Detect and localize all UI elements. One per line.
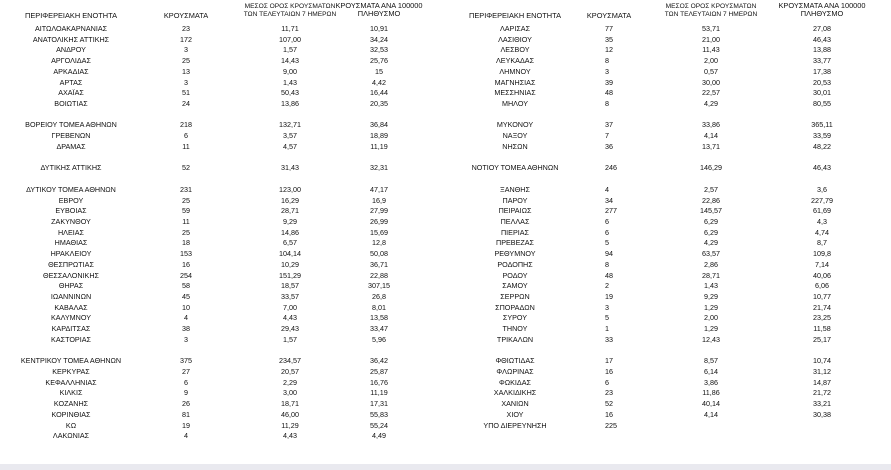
cell-per100k: 3,6 (817, 184, 827, 194)
cell-avg7: 0,57 (704, 66, 718, 76)
cell-cases: 45 (182, 292, 190, 301)
cell-cases: 16 (605, 409, 613, 419)
cell-per100k: 46,43 (813, 163, 831, 173)
cell-per100k: 16,9 (372, 195, 386, 205)
cell-per100k: 25,76 (370, 56, 388, 66)
cell-region: ΑΡΚΑΔΙΑΣ (53, 66, 89, 76)
cell-cases: 58 (182, 281, 190, 291)
cell-cases: 52 (182, 163, 190, 173)
cell-region: ΔΥΤΙΚΟΥ ΤΟΜΕΑ ΑΘΗΝΩΝ (26, 184, 116, 194)
cell-avg7: 11,86 (702, 388, 720, 398)
cell-per100k: 4,74 (815, 227, 829, 237)
cell-avg7: 2,00 (704, 313, 718, 323)
cell-avg7: 20,57 (281, 367, 299, 377)
cell-per100k: 5,96 (372, 334, 386, 344)
cell-avg7: 1,57 (283, 334, 297, 344)
cell-avg7: 1,29 (704, 324, 718, 334)
cell-avg7: 3,57 (283, 131, 297, 141)
cell-per100k: 12,8 (372, 238, 386, 248)
cell-avg7: 13,86 (281, 99, 299, 109)
cell-region: ΑΝΔΡΟΥ (56, 45, 86, 55)
cell-avg7: 10,29 (281, 259, 299, 269)
cell-cases: 11 (182, 216, 190, 226)
cell-per100k: 7,14 (815, 259, 829, 269)
cell-cases: 19 (605, 292, 613, 301)
cell-avg7: 18,57 (281, 281, 299, 291)
cell-per100k: 55,83 (370, 409, 388, 419)
cell-cases: 5 (605, 313, 609, 323)
cell-cases: 2 (605, 281, 609, 291)
left-header-region: ΠΕΡΙΦΕΡΕΙΑΚΗ ΕΝΟΤΗΤΑ (25, 11, 117, 20)
cell-cases: 3 (605, 302, 609, 312)
cell-avg7: 234,57 (279, 356, 301, 366)
cell-region: ΔΡΑΜΑΣ (56, 141, 86, 151)
cell-cases: 375 (180, 356, 192, 366)
cell-region: ΕΒΡΟΥ (58, 195, 84, 205)
cell-avg7: 16,29 (281, 195, 299, 205)
cell-cases: 17 (605, 356, 613, 366)
cell-region: ΕΥΒΟΙΑΣ (55, 206, 87, 216)
cell-avg7: 2,00 (704, 56, 718, 66)
cell-per100k: 40,06 (813, 270, 831, 280)
cell-cases: 6 (184, 131, 188, 141)
cell-per100k: 25,87 (370, 367, 388, 377)
cell-cases: 1 (605, 324, 609, 334)
cell-region: ΚΕΡΚΥΡΑΣ (52, 367, 90, 377)
cell-avg7: 13,71 (702, 141, 720, 151)
cell-region: ΖΑΚΥΝΘΟΥ (51, 216, 91, 226)
cell-region: ΡΟΔΟΠΗΣ (497, 259, 533, 269)
cell-avg7: 11,29 (281, 420, 299, 430)
cell-region: ΜΗΛΟΥ (502, 99, 528, 109)
cell-region: ΧΙΟΥ (506, 409, 524, 419)
cell-per100k: 27,99 (370, 206, 388, 216)
cell-region: ΠΡΕΒΕΖΑΣ (496, 238, 534, 248)
cell-per100k: 4,49 (372, 431, 386, 441)
cell-cases: 81 (182, 409, 190, 419)
cell-avg7: 104,14 (279, 249, 301, 259)
cell-cases: 39 (605, 77, 613, 87)
cell-region: ΚΑΛΥΜΝΟΥ (51, 313, 91, 323)
cell-region: ΜΕΣΣΗΝΙΑΣ (494, 88, 536, 98)
cell-cases: 277 (605, 206, 617, 216)
cell-cases: 3 (184, 77, 188, 87)
cell-cases: 4 (184, 431, 188, 441)
cell-region: ΙΩΑΝΝΙΝΩΝ (50, 292, 92, 301)
cell-per100k: 61,69 (813, 206, 831, 216)
cell-avg7: 33,57 (281, 292, 299, 301)
cell-per100k: 33,21 (813, 399, 831, 409)
cell-per100k: 32,31 (370, 163, 388, 173)
cell-avg7: 151,29 (279, 270, 301, 280)
left-header-per100k-line2: ΠΛΗΘΥΣΜΟ (357, 9, 401, 18)
cell-cases: 246 (605, 163, 617, 173)
cell-avg7: 1,43 (283, 77, 297, 87)
cell-region: ΧΑΛΚΙΔΙΚΗΣ (493, 388, 537, 398)
cell-per100k: 33,59 (813, 131, 831, 141)
cell-cases: 4 (184, 313, 188, 323)
cell-region: ΚΑΡΔΙΤΣΑΣ (51, 324, 91, 334)
cell-region: ΗΜΑΘΙΑΣ (54, 238, 88, 248)
cell-region: ΣΠΟΡΑΔΩΝ (495, 302, 535, 312)
cell-cases: 16 (182, 259, 190, 269)
cell-cases: 23 (605, 388, 613, 398)
cell-cases: 51 (182, 88, 190, 98)
cell-per100k: 14,87 (813, 377, 831, 387)
cell-cases: 37 (605, 120, 613, 130)
cell-cases: 4 (605, 184, 609, 194)
cell-per100k: 13,58 (370, 313, 388, 323)
cell-per100k: 26,8 (372, 292, 386, 301)
cell-cases: 3 (184, 45, 188, 55)
cell-avg7: 14,43 (281, 56, 299, 66)
cell-region: ΝΗΣΩΝ (502, 141, 528, 151)
cell-per100k: 8,01 (372, 302, 386, 312)
cell-per100k: 27,08 (813, 24, 831, 33)
cell-per100k: 10,91 (370, 24, 388, 33)
cell-per100k: 17,31 (370, 399, 388, 409)
cell-avg7: 2,57 (704, 184, 718, 194)
cell-region: ΞΑΝΘΗΣ (500, 184, 530, 194)
cell-cases: 48 (605, 88, 613, 98)
right-header-avg-line2: ΤΩΝ ΤΕΛΕΥΤΑΙΩΝ 7 ΗΜΕΡΩΝ (664, 11, 758, 18)
cell-per100k: 109,8 (813, 249, 831, 259)
cell-avg7: 123,00 (279, 184, 301, 194)
cell-avg7: 1,29 (704, 302, 718, 312)
cell-cases: 3 (605, 66, 609, 76)
cell-avg7: 1,57 (283, 45, 297, 55)
cell-avg7: 29,43 (281, 324, 299, 334)
cell-cases: 23 (182, 24, 190, 33)
cell-avg7: 63,57 (702, 249, 720, 259)
cell-per100k: 36,42 (370, 356, 388, 366)
cell-avg7: 1,43 (704, 281, 718, 291)
cell-cases: 36 (605, 141, 613, 151)
cell-region: ΧΑΝΙΩΝ (501, 399, 529, 409)
cell-region: ΚΕΦΑΛΛΗΝΙΑΣ (45, 377, 97, 387)
cell-avg7: 9,00 (283, 66, 297, 76)
cell-region: ΑΡΓΟΛΙΔΑΣ (51, 56, 91, 66)
cell-avg7: 8,57 (704, 356, 718, 366)
cell-avg7: 4,43 (283, 431, 297, 441)
cell-region: ΘΕΣΣΑΛΟΝΙΚΗΣ (43, 270, 99, 280)
cell-region: ΝΟΤΙΟΥ ΤΟΜΕΑ ΑΘΗΝΩΝ (471, 163, 559, 173)
cell-avg7: 33,86 (702, 120, 720, 130)
cell-region: ΚΩ (65, 420, 77, 430)
cell-per100k: 50,08 (370, 249, 388, 259)
cell-per100k: 48,22 (813, 141, 831, 151)
cell-avg7: 22,86 (702, 195, 720, 205)
cell-avg7: 6,14 (704, 367, 718, 377)
cell-cases: 5 (605, 238, 609, 248)
cell-cases: 35 (605, 34, 613, 44)
cell-avg7: 4,43 (283, 313, 297, 323)
cell-avg7: 40,14 (702, 399, 720, 409)
cell-avg7: 53,71 (702, 24, 720, 33)
cell-avg7: 6,29 (704, 216, 718, 226)
cell-cases: 7 (605, 131, 609, 141)
cell-per100k: 30,38 (813, 409, 831, 419)
cell-per100k: 6,06 (815, 281, 829, 291)
cell-region: ΦΛΩΡΙΝΑΣ (496, 367, 534, 377)
cell-avg7: 4,29 (704, 99, 718, 109)
cell-per100k: 46,43 (813, 34, 831, 44)
cell-region: ΑΧΑΪΑΣ (58, 88, 84, 98)
cell-cases: 6 (605, 227, 609, 237)
cell-avg7: 9,29 (283, 216, 297, 226)
cell-per100k: 307,15 (368, 281, 390, 291)
cell-cases: 33 (605, 334, 613, 344)
cell-cases: 6 (605, 216, 609, 226)
cell-region: ΑΡΤΑΣ (59, 77, 83, 87)
cell-region: ΚΙΛΚΙΣ (59, 388, 83, 398)
cell-region: ΥΠΟ ΔΙΕΡΕΥΝΗΣΗ (483, 420, 547, 430)
cell-avg7: 22,57 (702, 88, 720, 98)
cell-cases: 6 (184, 377, 188, 387)
right-header-cases: ΚΡΟΥΣΜΑΤΑ (586, 11, 632, 20)
cell-cases: 9 (184, 388, 188, 398)
cell-cases: 225 (605, 420, 617, 430)
cell-per100k: 13,88 (813, 45, 831, 55)
cell-per100k: 17,38 (813, 66, 831, 76)
cell-avg7: 31,43 (281, 163, 299, 173)
cell-avg7: 6,29 (704, 227, 718, 237)
page-bottom-strip (0, 464, 891, 470)
cell-cases: 26 (182, 399, 190, 409)
right-header-region: ΠΕΡΙΦΕΡΕΙΑΚΗ ΕΝΟΤΗΤΑ (469, 11, 561, 20)
cell-region: ΜΑΓΝΗΣΙΑΣ (494, 77, 536, 87)
cell-region: ΤΡΙΚΑΛΩΝ (496, 334, 534, 344)
cell-avg7: 30,00 (702, 77, 720, 87)
cell-per100k: 18,89 (370, 131, 388, 141)
cell-cases: 254 (180, 270, 192, 280)
cell-per100k: 11,19 (370, 141, 388, 151)
cell-region: ΛΑΣΙΘΙΟΥ (498, 34, 532, 44)
cell-per100k: 15 (375, 66, 383, 76)
cell-cases: 8 (605, 259, 609, 269)
cell-avg7: 21,00 (702, 34, 720, 44)
cell-per100k: 23,25 (813, 313, 831, 323)
cell-cases: 6 (605, 377, 609, 387)
cell-region: ΛΑΡΙΣΑΣ (499, 24, 531, 33)
cell-region: ΚΟΡΙΝΘΙΑΣ (51, 409, 91, 419)
cell-cases: 38 (182, 324, 190, 334)
cell-region: ΚΟΖΑΝΗΣ (53, 399, 89, 409)
cell-cases: 77 (605, 24, 613, 33)
cell-avg7: 4,14 (704, 409, 718, 419)
cell-per100k: 47,17 (370, 184, 388, 194)
cell-cases: 25 (182, 195, 190, 205)
cell-avg7: 9,29 (704, 292, 718, 301)
cell-per100k: 30,01 (813, 88, 831, 98)
cell-avg7: 11,43 (702, 45, 720, 55)
right-header-avg-line1: ΜΕΣΟΣ ΟΡΟΣ ΚΡΟΥΣΜΑΤΩΝ (665, 3, 757, 10)
cell-per100k: 8,7 (817, 238, 827, 248)
left-header-avg-line2: ΤΩΝ ΤΕΛΕΥΤΑΙΩΝ 7 ΗΜΕΡΩΝ (243, 11, 337, 18)
cell-per100k: 20,53 (813, 77, 831, 87)
cell-per100k: 25,17 (813, 334, 831, 344)
cell-per100k: 11,19 (370, 388, 388, 398)
cell-region: ΛΑΚΩΝΙΑΣ (52, 431, 90, 441)
cell-per100k: 21,74 (813, 302, 831, 312)
cell-region: ΔΥΤΙΚΗΣ ΑΤΤΙΚΗΣ (40, 163, 102, 173)
cell-region: ΚΕΝΤΡΙΚΟΥ ΤΟΜΕΑ ΑΘΗΝΩΝ (20, 356, 122, 366)
cell-region: ΓΡΕΒΕΝΩΝ (51, 131, 91, 141)
cell-per100k: 33,77 (813, 56, 831, 66)
cell-region: ΛΗΜΝΟΥ (499, 66, 531, 76)
cell-avg7: 107,00 (279, 34, 301, 44)
cell-per100k: 15,69 (370, 227, 388, 237)
cell-avg7: 4,57 (283, 141, 297, 151)
cell-region: ΑΙΤΩΛΟΑΚΑΡΝΑΝΙΑΣ (34, 24, 108, 33)
cell-region: ΣΥΡΟΥ (502, 313, 528, 323)
cell-region: ΑΝΑΤΟΛΙΚΗΣ ΑΤΤΙΚΗΣ (32, 34, 110, 44)
cell-cases: 25 (182, 227, 190, 237)
cell-per100k: 22,88 (370, 270, 388, 280)
cell-per100k: 32,53 (370, 45, 388, 55)
cell-cases: 13 (182, 66, 190, 76)
cell-avg7: 14,86 (281, 227, 299, 237)
cell-region: ΣΑΜΟΥ (502, 281, 528, 291)
cell-cases: 231 (180, 184, 192, 194)
cell-per100k: 20,35 (370, 99, 388, 109)
cell-cases: 27 (182, 367, 190, 377)
cell-cases: 8 (605, 99, 609, 109)
left-header-avg-line1: ΜΕΣΟΣ ΟΡΟΣ ΚΡΟΥΣΜΑΤΩΝ (244, 3, 336, 10)
cell-region: ΝΑΞΟΥ (502, 131, 528, 141)
cell-cases: 10 (182, 302, 190, 312)
cell-per100k: 21,72 (813, 388, 831, 398)
cell-per100k: 33,47 (370, 324, 388, 334)
cell-avg7: 50,43 (281, 88, 299, 98)
cell-region: ΠΙΕΡΙΑΣ (500, 227, 530, 237)
cell-avg7: 7,00 (283, 302, 297, 312)
cell-per100k: 34,24 (370, 34, 388, 44)
cell-cases: 12 (605, 45, 613, 55)
cell-region: ΗΡΑΚΛΕΙΟΥ (50, 249, 92, 259)
cell-cases: 34 (605, 195, 613, 205)
cell-region: ΦΘΙΩΤΙΔΑΣ (495, 356, 535, 366)
cell-cases: 153 (180, 249, 192, 259)
cell-cases: 19 (182, 420, 190, 430)
cell-per100k: 4,42 (372, 77, 386, 87)
cell-per100k: 10,77 (813, 292, 831, 301)
cell-region: ΜΥΚΟΝΟΥ (496, 120, 534, 130)
cell-avg7: 28,71 (281, 206, 299, 216)
cell-avg7: 2,29 (283, 377, 297, 387)
cell-per100k: 31,12 (813, 367, 831, 377)
cell-avg7: 6,57 (283, 238, 297, 248)
cell-cases: 172 (180, 34, 192, 44)
cell-per100k: 227,79 (811, 195, 833, 205)
cell-region: ΒΟΡΕΙΟΥ ΤΟΜΕΑ ΑΘΗΝΩΝ (25, 120, 117, 130)
cell-avg7: 11,71 (281, 24, 299, 33)
cell-region: ΦΩΚΙΔΑΣ (499, 377, 531, 387)
cell-cases: 25 (182, 56, 190, 66)
right-header-per100k-line1: ΚΡΟΥΣΜΑΤΑ ΑΝΑ 100000 (778, 1, 866, 10)
cell-avg7: 3,00 (283, 388, 297, 398)
cell-region: ΡΟΔΟΥ (502, 270, 528, 280)
cell-cases: 18 (182, 238, 190, 248)
cell-per100k: 26,99 (370, 216, 388, 226)
right-header-per100k-line2: ΠΛΗΘΥΣΜΟ (800, 9, 844, 18)
cell-cases: 3 (184, 334, 188, 344)
cell-avg7: 146,29 (700, 163, 722, 173)
cell-cases: 16 (605, 367, 613, 377)
cell-region: ΛΕΥΚΑΔΑΣ (495, 56, 535, 66)
cell-per100k: 80,55 (813, 99, 831, 109)
cell-avg7: 18,71 (281, 399, 299, 409)
cell-region: ΠΕΛΛΑΣ (500, 216, 530, 226)
cell-cases: 24 (182, 99, 190, 109)
cell-avg7: 12,43 (702, 334, 720, 344)
cell-region: ΗΛΕΙΑΣ (57, 227, 85, 237)
cell-per100k: 4,3 (817, 216, 827, 226)
cell-region: ΛΕΣΒΟΥ (500, 45, 530, 55)
cell-region: ΘΗΡΑΣ (58, 281, 84, 291)
cell-per100k: 16,76 (370, 377, 388, 387)
cell-region: ΤΗΝΟΥ (502, 324, 528, 334)
cell-avg7: 4,29 (704, 238, 718, 248)
cell-avg7: 2,86 (704, 259, 718, 269)
cell-region: ΚΑΒΑΛΑΣ (54, 302, 88, 312)
cell-cases: 218 (180, 120, 192, 130)
cell-region: ΣΕΡΡΩΝ (500, 292, 530, 301)
left-header-cases: ΚΡΟΥΣΜΑΤΑ (163, 11, 209, 20)
cell-region: ΘΕΣΠΡΩΤΙΑΣ (48, 259, 94, 269)
cell-avg7: 3,86 (704, 377, 718, 387)
cell-per100k: 365,11 (811, 120, 833, 130)
cell-per100k: 11,58 (813, 324, 831, 334)
cell-per100k: 55,24 (370, 420, 388, 430)
cell-cases: 52 (605, 399, 613, 409)
cell-avg7: 28,71 (702, 270, 720, 280)
cell-avg7: 4,14 (704, 131, 718, 141)
cell-per100k: 16,44 (370, 88, 388, 98)
cell-avg7: 46,00 (281, 409, 299, 419)
cell-cases: 11 (182, 141, 190, 151)
cell-per100k: 10,74 (813, 356, 831, 366)
cell-cases: 48 (605, 270, 613, 280)
cell-per100k: 36,71 (370, 259, 388, 269)
cell-cases: 59 (182, 206, 190, 216)
cell-region: ΒΟΙΩΤΙΑΣ (54, 99, 88, 109)
cell-region: ΠΑΡΟΥ (502, 195, 528, 205)
cell-cases: 8 (605, 56, 609, 66)
cell-cases: 94 (605, 249, 613, 259)
left-header-per100k-line1: ΚΡΟΥΣΜΑΤΑ ΑΝΑ 100000 (335, 1, 423, 10)
cell-region: ΡΕΘΥΜΝΟΥ (494, 249, 536, 259)
cell-avg7: 145,57 (700, 206, 722, 216)
cell-region: ΠΕΙΡΑΙΩΣ (498, 206, 532, 216)
cell-region: ΚΑΣΤΟΡΙΑΣ (51, 334, 91, 344)
cell-avg7: 132,71 (279, 120, 301, 130)
cell-per100k: 36,84 (370, 120, 388, 130)
